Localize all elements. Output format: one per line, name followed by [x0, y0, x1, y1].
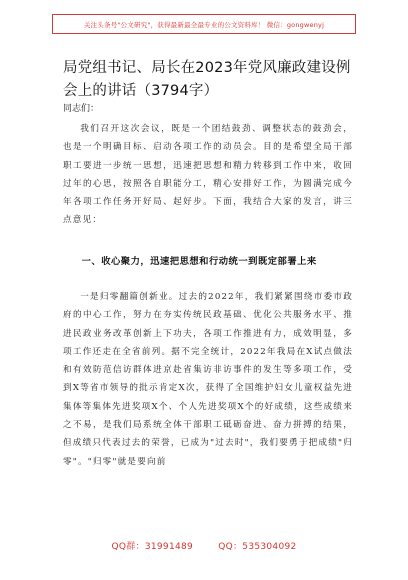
greeting: 同志们：: [63, 104, 100, 114]
section-heading-1: 一、收心聚力，迅速把思想和行动统一到既定部署上来: [81, 256, 317, 267]
intro-section: [63, 120, 353, 230]
document-title: 局党组书记、局长在2023年党风廉政建设例会上的讲话（3794字）: [63, 60, 351, 99]
section-1-body: [63, 288, 353, 471]
contact-footer: [0, 539, 408, 552]
qq-number-text: QQ：535304092: [218, 542, 297, 552]
qq-group-text: QQ群：31991489: [111, 542, 194, 552]
paragraph-1: 一是归零翻篇创新业。过去的2022年，我们紧紧围绕市委市政府的中心工作，努力在夯实传统民政基础、优化公共服务水平、推进民政业务改革创新上下功夫，各项工作推进有力，成效明显，多项工作还走在全省前列。据不完全统计，2022年我局在X试点做法和有效防范信访群体进京赴省集访非访事件的发生等多项工作，受到X等省市领导的批示肯定X次，获得了全国维护妇女儿童权益先进集体等集体先进奖项X个、个人先进奖项X个的好成绩，这些成绩来之不易，是我们局系统全体干部职工砥砺奋进、奋力拼搏的结果，但成绩只代表过去的荣誉，已成为"过去时"，我们要勇于把成绩"归零"。"归零"就是要向前: [63, 292, 353, 467]
intro-paragraph: 我们召开这次会议，既是一个团结鼓劲、调整状态的鼓劲会，也是一个明确目标、启动各项工作的动员会。目的是希望全局干部职工要进一步统一思想，迅速把思想和精力转移到工作中来，收回过年的心思，按照各自职能分工，精心安排好工作，为圆满完成今年各项工作任务开好局、起好步。下面，我结合大家的发言，讲三点意见：: [63, 124, 353, 226]
promo-banner: 关注头条号"公文研究"，获得最新最全最专业的公文资料库！ 微信：gongwenyj: [52, 14, 356, 34]
